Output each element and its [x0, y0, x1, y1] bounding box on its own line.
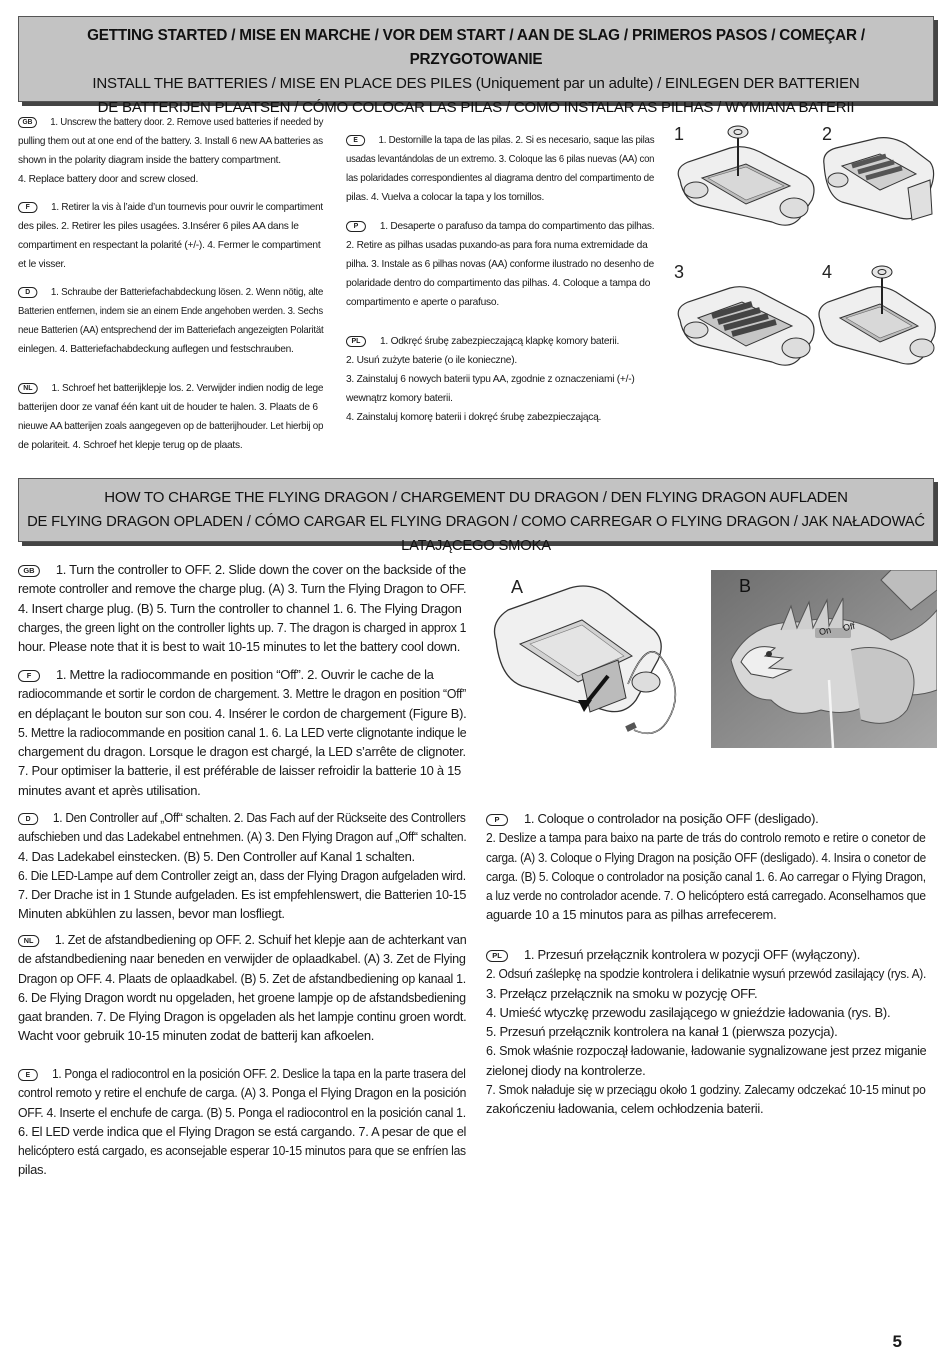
install-e-paragraph: E 1. Destornille la tapa de las pilas. 2. Si es necesario, saque las pilas usadas levantándolas de un extremo. 3. Coloque las 6 pilas nuevas (AA) con las polaridades correspondientes al diagrama dentro del compartimento de pilas. 4. Vuelva a colocar la tapa y los tornillos. — [346, 135, 655, 203]
install-d-paragraph: D 1. Schraube der Batteriefachabdeckung lösen. 2. Wenn nötig, alte Batterien entfernen, indem sie an einem Ende angehoben werden. 3. Sechs neue Batterien (AA) entsprechend der im Batteriefach angezeigten Polarität einlegen. 4. Batteriefachabdeckung auflegen und festschrauben. — [18, 287, 324, 355]
lang-badge-pl: PL — [486, 950, 508, 962]
charge-title-2: DE FLYING DRAGON OPLADEN / CÓMO CARGAR EL FLYING DRAGON / COMO CARREGAR O FLYING DRAGON / JAK NAŁADOWAĆ LATAJĄCEGO SMOKA — [27, 513, 925, 554]
lang-badge-gb: GB — [18, 117, 37, 128]
battery-step-4-illustration — [814, 258, 938, 380]
figure-label-b: B — [739, 576, 752, 596]
lang-badge-p: P — [486, 814, 508, 826]
figure-number-3: 3 — [674, 262, 685, 282]
figure-label-a: A — [511, 577, 524, 597]
lang-badge-d: D — [18, 287, 37, 298]
switch-off-label: Off — [842, 620, 856, 634]
controller-charge-plug-illustration — [486, 570, 708, 750]
lang-badge-f: F — [18, 202, 37, 213]
charge-p-paragraph: P 1. Coloque o controlador na posição OFF (desligado). 2. Deslize a tampa para baixo na parte de trás do controlo remoto e retire o conetor de carga. (A) 3. Coloque o Flying Dragon na posição OFF (desligado). 4. Insira o conetor de carga. (B) 5. Coloque o controlador na posição canal 1. 6. Ao carregar o Flying Dragon, a luz verde no controlador acende. 7. O helicóptero está carregado. Aconselhamos que aguarde 10 a 15 minutos para as pilhas arrefecerem. — [486, 811, 926, 923]
lang-badge-f: F — [18, 670, 40, 682]
install-pl-paragraph: PL 1. Odkręć śrubę zabezpieczającą klapkę komory baterii. 2. Usuń zużyte baterie (o ile konieczne). 3. Zainstaluj 6 nowych baterii typu AA, zgodnie z oznaczeniami (+/-) wewnątrz komory baterii. 4. Zainstaluj komorę baterii i dokręć śrubę zabezpieczającą. — [346, 336, 635, 423]
battery-step-3-illustration — [672, 258, 822, 380]
charge-d-paragraph: D 1. Den Controller auf „Off“ schalten. 2. Das Fach auf der Rückseite des Controllers aufschieben und das Ladekabel entnehmen. (A) 3. Den Flying Dragon auf „Off“ schalten. 4. Das Ladekabel einstecken. (B) 5. Den Controller auf Kanal 1 schalten. 6. Die LED-Lampe auf dem Controller zeigt an, dass der Flying Dragon aufgeladen wird. 7. Der Drache ist in 1 Stunde aufgeladen. Es ist empfehlenswert, die Batterien 10-15 Minuten abkühlen zu lassen, bevor man losfliegt. — [18, 810, 467, 922]
lang-badge-nl: NL — [18, 383, 38, 394]
charge-nl-paragraph: NL 1. Zet de afstandbediening op OFF. 2. Schuif het klepje aan de achterkant van de afstandbediening naar beneden en verwijder de oplaadkabel. (A) 3. Zet de Flying Dragon op OFF. 4. Plaats de oplaadkabel. (B) 5. Zet de afstandbediening op kanaal 1. 6. De Flying Dragon wordt nu opgeladen, het groene lampje op de afstandsbediening gaat branden. 7. De Flying Dragon is opgeladen als het lampje continu groen wordt. Wacht voor gebruik 10-15 minuten zodat de batterij kan afkoelen. — [18, 932, 467, 1044]
lang-badge-gb: GB — [18, 565, 40, 577]
install-title: GETTING STARTED / MISE EN MARCHE / VOR DEM START / AAN DE SLAG / PRIMEROS PASOS / COMEÇAR / PRZYGOTOWANIE — [87, 27, 865, 68]
battery-step-2-illustration — [818, 118, 938, 240]
install-p-paragraph: P 1. Desaperte o parafuso da tampa do compartimento das pilhas. 2. Retire as pilhas usadas puxando-as para fora numa extremidade da pilha. 3. Instale as 6 pilhas novas (AA) conforme ilustrado no desenho de polaridade dentro do compartimento das pilhas. 4. Coloque a tampa do compartimento e aperte o parafuso. — [346, 221, 655, 308]
install-gb-paragraph: GB 1. Unscrew the battery door. 2. Remove used batteries if needed by pulling them out at one end of the battery. 3. Install 6 new AA batteries as shown in the polarity diagram inside the battery compartment. 4. Replace battery door and screw closed. — [18, 117, 324, 185]
charge-e-paragraph: E 1. Ponga el radiocontrol en la posición OFF. 2. Deslice la tapa en la parte trasera del control remoto y retire el enchufe de carga. (A) 3. Ponga el Flying Dragon en la posición OFF. 4. Inserte el enchufe de carga. (B) 5. Ponga el radiocontrol en la posición canal 1. 6. El LED verde indica que el Flying Dragon se está cargando. 7. A pesar de que el helicóptero está cargado, es aconsejable esperar 10-15 minutos para que se enfríen las pilas. — [18, 1066, 467, 1178]
charge-gb-paragraph: GB 1. Turn the controller to OFF. 2. Slide down the cover on the backside of the remote controller and remove the charge plug. (A) 3. Turn the Flying Dragon to OFF. 4. Insert charge plug. (B) 5. Turn the controller to channel 1. 6. The Flying Dragon charges, the green light on the controller lights up. 7. The dragon is charged in approx 1 hour. Please note that it is best to wait 10-15 minutes to let the battery cool down. — [18, 562, 467, 655]
dragon-photo-panel — [711, 570, 937, 748]
lang-badge-e: E — [346, 135, 365, 146]
figure-number-1: 1 — [674, 124, 685, 144]
charge-pl-paragraph: PL 1. Przesuń przełącznik kontrolera w pozycji OFF (wyłączony). 2. Odsuń zaślepkę na spodzie kontrolera i delikatnie wysuń przewód zasilający (rys. A). 3. Przełącz przełącznik na smoku w pozycję OFF. 4. Umieść wtyczkę przewodu zasilającego w gnieździe ładowania (rys. B). 5. Przesuń przełącznik kontrolera na kanał 1 (pierwsza pozycja). 6. Smok właśnie rozpoczął ładowanie, ładowanie sygnalizowane jest przez miganie zielonej diody na kontrolerze. 7. Smok naładuje się w przeciągu około 1 godziny. Zalecamy odczekać 10-15 minut po zakończeniu ładowania, celem ochłodzenia baterii. — [486, 947, 927, 1117]
install-subtitle-2: DE BATTERIJEN PLAATSEN / CÓMO COLOCAR LAS PILAS / COMO INSTALAR AS PILHAS / WYMIANA BATERII — [97, 99, 855, 116]
lang-badge-pl: PL — [346, 336, 366, 347]
install-nl-paragraph: NL 1. Schroef het batterijklepje los. 2. Verwijder indien nodig de lege batterijen door ze vanaf één kant uit de houder te halen. 3. Plaats de 6 nieuwe AA batterijen zoals aangegeven op de batterijhouder. Let hierbij op de polariteit. 4. Schroef het klepje terug op de plaats. — [18, 383, 324, 451]
install-subtitle-1: INSTALL THE BATTERIES / MISE EN PLACE DES PILES (Uniquement par un adulte) / EINLEGEN DER BATTERIEN — [92, 75, 860, 92]
install-header-banner — [18, 16, 934, 116]
figure-number-4: 4 — [822, 262, 833, 282]
switch-on-label: On — [818, 624, 832, 638]
lang-badge-e: E — [18, 1069, 38, 1081]
lang-badge-p: P — [346, 221, 366, 232]
install-f-paragraph: F 1. Retirer la vis à l’aide d’un tournevis pour ouvrir le compartiment des piles. 2. Retirer les piles usagées. 3.Insérer 6 piles AA dans le compartiment en respectant la polarité (+/-). 4. Fermer le compartiment et le visser. — [18, 202, 323, 270]
page-number: 5 — [892, 1332, 902, 1351]
lang-badge-d: D — [18, 813, 38, 825]
lang-badge-nl: NL — [18, 935, 39, 947]
charge-title-1: HOW TO CHARGE THE FLYING DRAGON / CHARGEMENT DU DRAGON / DEN FLYING DRAGON AUFLADEN — [104, 489, 848, 506]
figure-number-2: 2 — [822, 124, 833, 144]
battery-step-1-illustration — [672, 118, 822, 240]
charge-header-banner — [18, 478, 934, 554]
charge-f-paragraph: F 1. Mettre la radiocommande en position “Off”. 2. Ouvrir le cache de la radiocommande et sortir le cordon de chargement. 3. Mettre le dragon en position “Off” en déplaçant le bouton sur son cou. 4. Insérer le cordon de chargement (Figure B). 5. Mettre la radiocommande en position canal 1. 6. La LED verte clignotante indique le chargement du dragon. Lorsque le dragon est chargé, la LED s’arrête de clignoter. 7. Pour optimiser la batterie, il est préférable de laisser refroidir la batterie 10 à 15 minutes avant et après utilisation. — [18, 667, 467, 798]
